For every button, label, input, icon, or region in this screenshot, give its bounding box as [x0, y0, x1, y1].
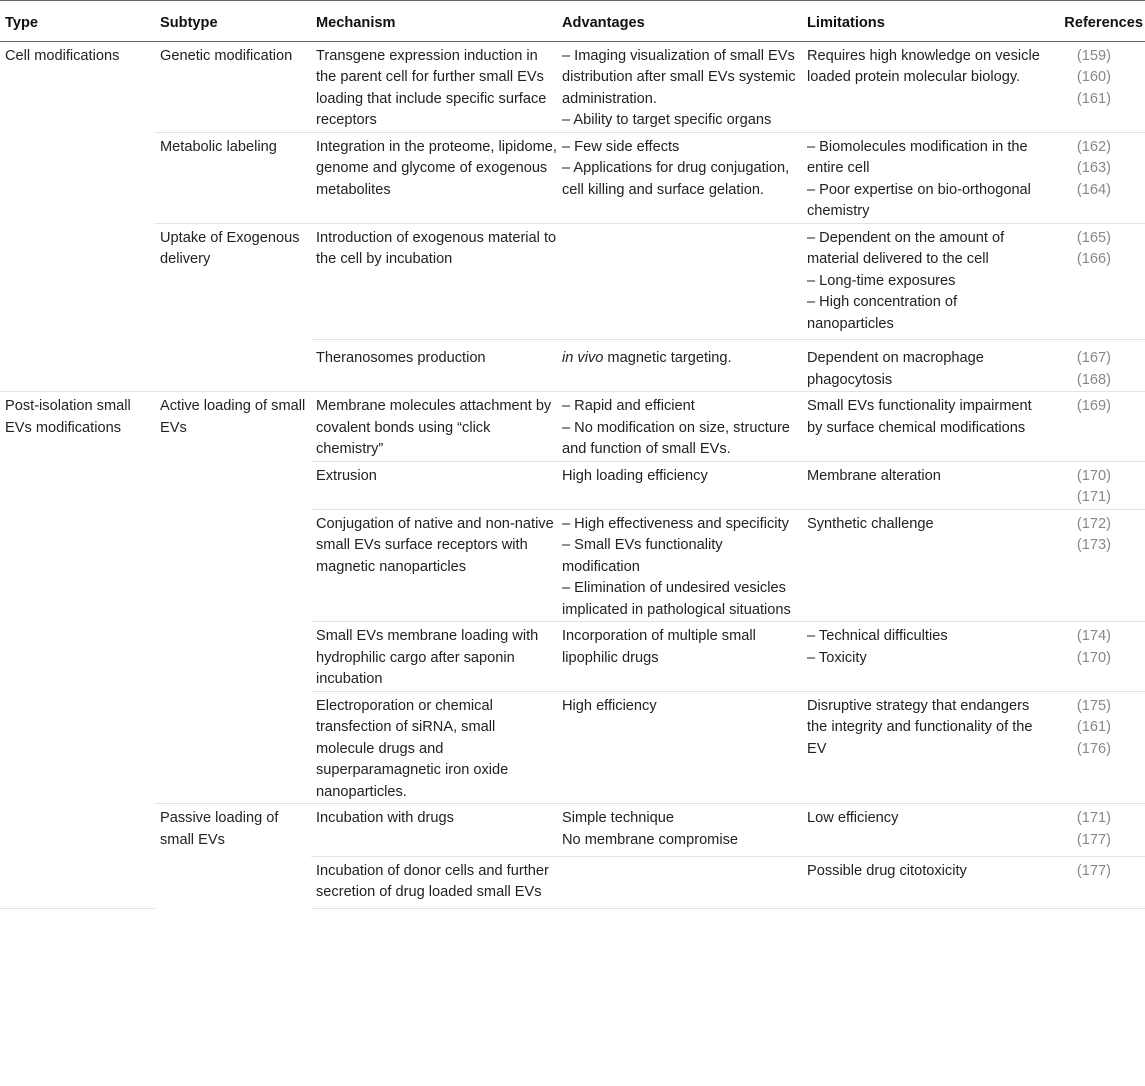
reference-link[interactable]: (177): [1076, 831, 1111, 848]
reference-link[interactable]: (171): [1076, 489, 1111, 505]
table-row: [0, 132, 1145, 223]
mechanism-text: Incubation with drugs: [316, 810, 454, 826]
references-cell: [1042, 691, 1145, 804]
references-cell: [1042, 509, 1145, 622]
advantage-rest: magnetic targeting.: [603, 350, 732, 366]
mechanism-text: Theranosomes production: [316, 350, 486, 366]
limitation-item: Small EVs functionality impairment by surface chemical modifications: [807, 398, 1032, 436]
reference-link[interactable]: (172): [1076, 515, 1111, 532]
limitation-item: – Poor expertise on bio-orthogonal chemistry: [807, 181, 1031, 219]
references-cell: [1042, 340, 1145, 392]
advantages-cell: [557, 340, 802, 392]
mechanism-text: Transgene expression induction in the parent cell for further small EVs loading that include specific surface receptors: [316, 47, 547, 128]
reference-link[interactable]: (163): [1076, 160, 1111, 176]
limitations-cell: [802, 622, 1042, 692]
type-cell-modifications: Cell modifications: [5, 47, 120, 64]
reference-link[interactable]: (160): [1076, 69, 1111, 85]
advantages-cell: [557, 691, 802, 804]
reference-link[interactable]: (161): [1076, 719, 1111, 735]
limitations-cell: [802, 392, 1042, 462]
reference-link[interactable]: (173): [1076, 537, 1111, 553]
mechanism-cell: [311, 132, 557, 223]
header-limitations: Limitations: [802, 1, 1042, 42]
advantage-item: Simple technique: [562, 810, 674, 826]
subtype-passive: Passive loading of small EVs: [155, 804, 311, 909]
reference-link[interactable]: (174): [1076, 628, 1111, 644]
advantage-item: – Rapid and efficient: [562, 398, 695, 414]
limitation-item: – Dependent on the amount of material delivered to the cell: [807, 229, 1005, 267]
table-row: [0, 223, 1145, 340]
subtype-uptake: Uptake of Exogenous delivery: [155, 223, 311, 392]
italic-in-vivo: in vivo: [562, 350, 604, 366]
type-cell-empty: [0, 461, 155, 509]
type-cell: [0, 392, 155, 462]
mechanism-cell: [311, 509, 557, 622]
mechanism-cell: [311, 856, 557, 908]
type-cell-empty: [0, 132, 155, 223]
reference-link[interactable]: (170): [1076, 649, 1111, 666]
reference-link[interactable]: (166): [1076, 251, 1111, 267]
table-row: [0, 41, 1145, 132]
type-post-isolation: Post-isolation small EVs modifications: [5, 398, 131, 436]
limitations-cell: [802, 132, 1042, 223]
references-cell: [1042, 392, 1145, 462]
mechanism-cell: [311, 340, 557, 392]
reference-link[interactable]: (176): [1076, 740, 1111, 757]
mechanism-cell: [311, 461, 557, 509]
references-cell: [1042, 132, 1145, 223]
advantages-cell: [557, 804, 802, 857]
limitations-cell: [802, 509, 1042, 622]
advantage-item: High efficiency: [562, 697, 657, 714]
limitation-item: – Technical difficulties: [807, 628, 948, 644]
mechanism-cell: [311, 622, 557, 692]
advantages-cell: [557, 392, 802, 462]
header-type: Type: [0, 1, 155, 42]
mechanism-text: Electroporation or chemical transfection of siRNA, small molecule drugs and superparamagnetic iron oxide nanoparticles.: [316, 697, 509, 800]
header-advantages: Advantages: [557, 1, 802, 42]
reference-link[interactable]: (162): [1076, 138, 1111, 155]
references-cell: [1042, 223, 1145, 340]
subtype-active: Active loading of small EVs: [155, 392, 311, 804]
reference-link[interactable]: (171): [1076, 810, 1111, 826]
limitation-item: Membrane alteration: [807, 467, 941, 484]
mechanism-cell: [311, 804, 557, 857]
limitations-cell: [802, 804, 1042, 857]
limitation-item: – Long-time exposures: [807, 272, 956, 289]
advantage-item: – Elimination of undesired vesicles implicated in pathological situations: [562, 580, 791, 618]
limitation-item: – High concentration of nanoparticles: [807, 294, 958, 332]
limitation-item: – Toxicity: [807, 649, 867, 666]
mechanism-text: Extrusion: [316, 467, 377, 484]
table-row: [0, 804, 1145, 857]
mechanism-cell: [311, 691, 557, 804]
references-cell: [1042, 622, 1145, 692]
references-cell: [1042, 804, 1145, 857]
mechanism-text: Small EVs membrane loading with hydrophilic cargo after saponin incubation: [316, 628, 539, 687]
type-cell-empty: [0, 223, 155, 340]
advantage-item: [562, 348, 802, 370]
advantage-item: No membrane compromise: [562, 831, 738, 848]
advantage-item: Incorporation of multiple small lipophilic drugs: [562, 628, 756, 666]
table-row: [0, 392, 1145, 462]
limitation-item: Disruptive strategy that endangers the integrity and functionality of the EV: [807, 697, 1033, 757]
reference-link[interactable]: (170): [1076, 467, 1111, 484]
mechanism-text: Integration in the proteome, lipidome, genome and glycome of exogenous metabolites: [316, 138, 557, 198]
advantages-cell: [557, 622, 802, 692]
limitation-item: Requires high knowledge on vesicle loaded protein molecular biology.: [807, 47, 1040, 85]
type-cell-empty: [0, 804, 155, 857]
mechanism-text: Membrane molecules attachment by covalent bonds using “click chemistry”: [316, 398, 552, 457]
type-cell-empty: [0, 622, 155, 692]
limitation-item: Low efficiency: [807, 810, 899, 826]
advantage-item: – No modification on size, structure and function of small EVs.: [562, 419, 790, 457]
header-row: [0, 1, 1145, 42]
advantage-item: – High effectiveness and specificity: [562, 515, 789, 532]
header-mechanism: Mechanism: [311, 1, 557, 42]
subtype-genetic: Genetic modification: [155, 41, 311, 132]
mechanism-cell: [311, 223, 557, 340]
advantages-cell: [557, 223, 802, 340]
references-cell: [1042, 461, 1145, 509]
limitation-item: Possible drug citotoxicity: [807, 862, 967, 879]
advantages-cell: [557, 856, 802, 908]
limitations-cell: [802, 223, 1042, 340]
limitation-item: Dependent on macrophage phagocytosis: [807, 350, 984, 388]
reference-link[interactable]: (164): [1076, 181, 1111, 198]
type-cell: [0, 41, 155, 132]
limitations-cell: [802, 856, 1042, 908]
advantage-item: – Applications for drug conjugation, cell killing and surface gelation.: [562, 160, 790, 198]
reference-link[interactable]: (177): [1076, 862, 1111, 879]
reference-link[interactable]: (167): [1076, 350, 1111, 366]
mechanism-text: Introduction of exogenous material to the cell by incubation: [316, 229, 557, 267]
advantage-item: High loading efficiency: [562, 467, 708, 484]
limitations-cell: [802, 691, 1042, 804]
type-cell-empty: [0, 691, 155, 804]
advantages-cell: [557, 41, 802, 132]
limitations-cell: [802, 461, 1042, 509]
references-cell: [1042, 856, 1145, 908]
limitations-cell: [802, 340, 1042, 392]
advantage-item: – Ability to target specific organs: [562, 112, 772, 128]
mechanism-cell: [311, 392, 557, 462]
advantages-cell: [557, 132, 802, 223]
reference-link[interactable]: (165): [1076, 229, 1111, 246]
advantage-item: – Imaging visualization of small EVs distribution after small EVs systemic administration.: [562, 47, 796, 107]
references-cell: [1042, 41, 1145, 132]
type-cell-empty: [0, 856, 155, 908]
reference-link[interactable]: (168): [1076, 371, 1111, 388]
mechanism-cell: [311, 41, 557, 132]
type-cell-empty: [0, 509, 155, 622]
advantages-cell: [557, 461, 802, 509]
reference-link[interactable]: (169): [1076, 398, 1111, 414]
reference-link[interactable]: (159): [1076, 47, 1111, 64]
limitation-item: – Biomolecules modification in the entire cell: [807, 138, 1028, 176]
limitation-item: Synthetic challenge: [807, 515, 934, 532]
mechanism-text: Incubation of donor cells and further secretion of drug loaded small EVs: [316, 862, 549, 900]
advantage-item: – Few side effects: [562, 138, 680, 155]
advantage-item: – Small EVs functionality modification: [562, 537, 723, 575]
advantages-cell: [557, 509, 802, 622]
subtype-metabolic: Metabolic labeling: [155, 132, 311, 223]
mechanism-text: Conjugation of native and non-native small EVs surface receptors with magnetic nanoparticles: [316, 515, 554, 575]
header-subtype: Subtype: [155, 1, 311, 42]
reference-link[interactable]: (175): [1076, 697, 1111, 714]
type-cell-empty: [0, 340, 155, 392]
limitations-cell: [802, 41, 1042, 132]
header-references: References: [1042, 1, 1145, 42]
reference-link[interactable]: (161): [1076, 90, 1111, 107]
